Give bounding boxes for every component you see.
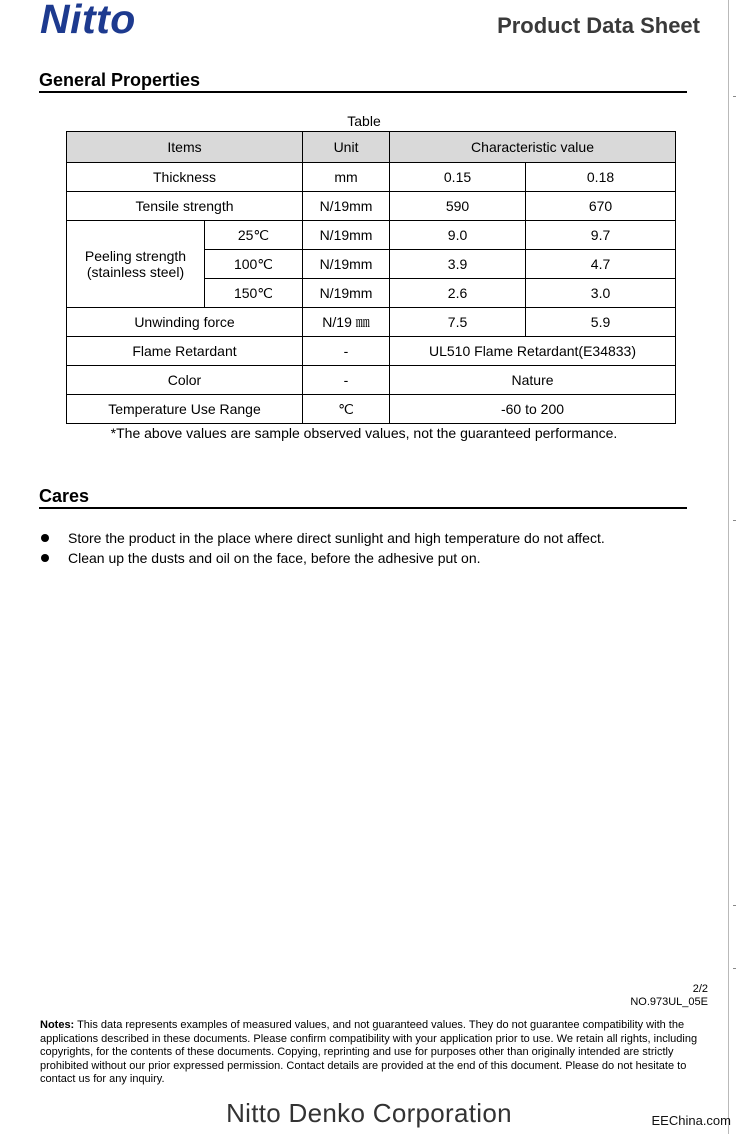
list-item <box>40 528 605 548</box>
cares-heading: Cares <box>39 485 687 509</box>
row-unit: mm <box>303 163 390 192</box>
row-temperature: 100℃ <box>205 250 303 279</box>
table-footnote: *The above values are sample observed values, not the guaranteed performance. <box>110 425 618 441</box>
row-label: Flame Retardant <box>67 337 303 366</box>
page-edge-tick <box>733 96 736 97</box>
document-number: NO.973UL_05E <box>630 996 708 1008</box>
cares-list <box>40 528 605 568</box>
row-unit: N/19mm <box>303 221 390 250</box>
bullet-icon <box>41 534 49 542</box>
table-caption: Table <box>347 113 381 129</box>
general-properties-heading: General Properties <box>39 69 687 93</box>
row-label: Unwinding force <box>67 308 303 337</box>
row-value: 0.15 <box>390 163 526 192</box>
page-edge-line <box>728 0 729 1134</box>
row-value: 2.6 <box>390 279 526 308</box>
care-text: Clean up the dusts and oil on the face, before the adhesive put on. <box>68 550 481 566</box>
row-value: -60 to 200 <box>390 395 676 424</box>
notes-paragraph <box>40 1019 702 1087</box>
row-value: 9.0 <box>390 221 526 250</box>
row-value: 3.0 <box>526 279 676 308</box>
row-unit: N/19 ㎜ <box>303 308 390 337</box>
row-value: 4.7 <box>526 250 676 279</box>
peeling-label-line2: (stainless steel) <box>86 264 185 280</box>
header-unit: Unit <box>303 132 390 163</box>
row-unit: N/19mm <box>303 279 390 308</box>
nitto-logo: Nitto <box>40 0 136 42</box>
row-label: Temperature Use Range <box>67 395 303 424</box>
row-temperature: 25℃ <box>205 221 303 250</box>
row-value: 590 <box>390 192 526 221</box>
row-label: Tensile strength <box>67 192 303 221</box>
row-value: Nature <box>390 366 676 395</box>
table-row <box>67 308 676 337</box>
row-value: 7.5 <box>390 308 526 337</box>
properties-table <box>66 131 676 424</box>
peeling-label-line1: Peeling strength <box>84 248 187 264</box>
notes-text: This data represents examples of measured values, and not guaranteed values. They do not guarantee compatibility with the applications described in these documents. Please confirm compatibility with your application prior to use. We retain all rights, including copyrights, for the contents of these documents. Copying, reprinting and use for purposes other than originally intended are strictly prohibited without our prior expressed permission. Contact details are provided at the end of this document. Please do not hesitate to contact us for any inquiry. <box>40 1019 698 1085</box>
row-value: 5.9 <box>526 308 676 337</box>
corporation-name: Nitto Denko Corporation <box>226 1098 512 1128</box>
page-number: 2/2 <box>692 983 708 995</box>
row-temperature: 150℃ <box>205 279 303 308</box>
row-value: 9.7 <box>526 221 676 250</box>
care-text: Store the product in the place where direct sunlight and high temperature do not affect. <box>68 530 605 546</box>
page-edge-tick <box>733 520 736 521</box>
row-unit: - <box>303 337 390 366</box>
bullet-icon <box>41 554 49 562</box>
table-row <box>67 337 676 366</box>
table-row <box>67 366 676 395</box>
notes-label: Notes: <box>40 1019 75 1031</box>
row-label: Color <box>67 366 303 395</box>
row-label: Thickness <box>67 163 303 192</box>
table-row <box>67 221 676 250</box>
list-item <box>40 548 605 568</box>
table-row <box>67 395 676 424</box>
page-edge-tick <box>733 968 736 969</box>
row-value: 0.18 <box>526 163 676 192</box>
row-unit: - <box>303 366 390 395</box>
header-items: Items <box>67 132 303 163</box>
row-value: 3.9 <box>390 250 526 279</box>
eechina-watermark: EEChina.com <box>651 1113 731 1128</box>
row-unit: N/19mm <box>303 192 390 221</box>
table-header-row <box>67 132 676 163</box>
table-row <box>67 163 676 192</box>
row-label-peeling <box>67 221 205 308</box>
page-edge-tick <box>733 905 736 906</box>
row-value: 670 <box>526 192 676 221</box>
table-row <box>67 192 676 221</box>
row-value: UL510 Flame Retardant(E34833) <box>390 337 676 366</box>
row-unit: N/19mm <box>303 250 390 279</box>
row-unit: ℃ <box>303 395 390 424</box>
document-title: Product Data Sheet <box>497 13 700 38</box>
header-characteristic-value: Characteristic value <box>390 132 676 163</box>
